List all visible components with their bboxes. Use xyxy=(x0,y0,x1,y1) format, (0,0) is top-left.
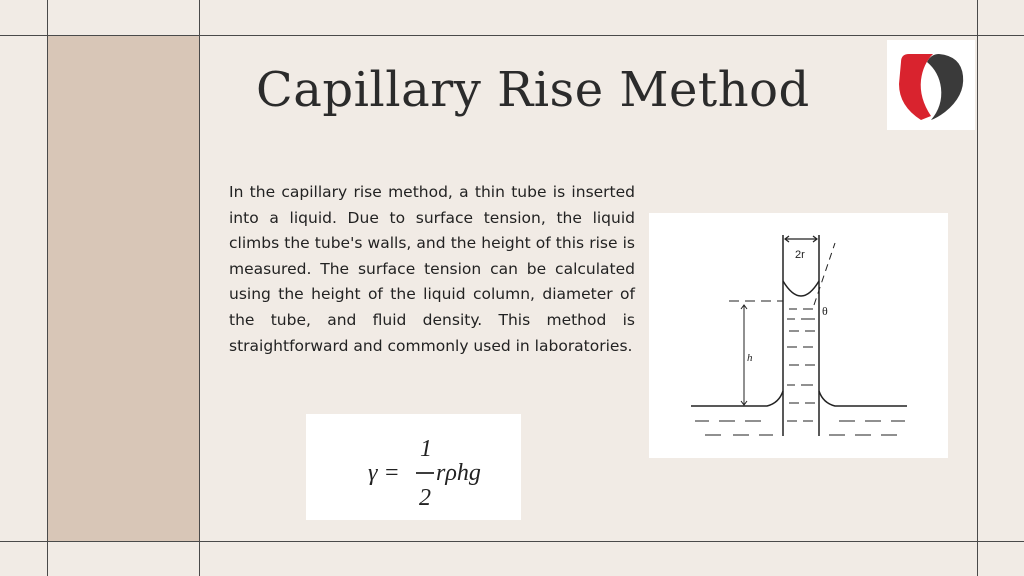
formula-denominator: 2 xyxy=(419,485,431,511)
frame-right-line xyxy=(977,0,978,576)
radius-label: 2r xyxy=(795,249,805,261)
formula-numerator: 1 xyxy=(420,436,432,462)
formula-lhs: γ = xyxy=(368,460,400,486)
brand-logo xyxy=(887,40,975,130)
logo-red-shape xyxy=(899,54,933,120)
slide-title: Capillary Rise Method xyxy=(256,62,810,118)
frame-band-line xyxy=(199,0,200,576)
height-label: h xyxy=(747,352,753,364)
decorative-band xyxy=(48,36,199,541)
angle-label: θ xyxy=(822,304,828,318)
frame-bottom-line xyxy=(0,541,1024,542)
formula-rhs: rρhg xyxy=(436,460,481,486)
body-paragraph: In the capillary rise method, a thin tube is inserted into a liquid. Due to surface tension, the liquid climbs the tube's walls, and the height of this rise is measured. The surface tension can be calculated using the height of the liquid column, diameter of the tube, and fluid density. This method is straightforward and commonly used in laboratories. xyxy=(229,183,635,355)
surface-tension-formula xyxy=(306,414,521,520)
capillary-diagram xyxy=(649,213,948,458)
logo-dark-shape xyxy=(927,54,963,120)
